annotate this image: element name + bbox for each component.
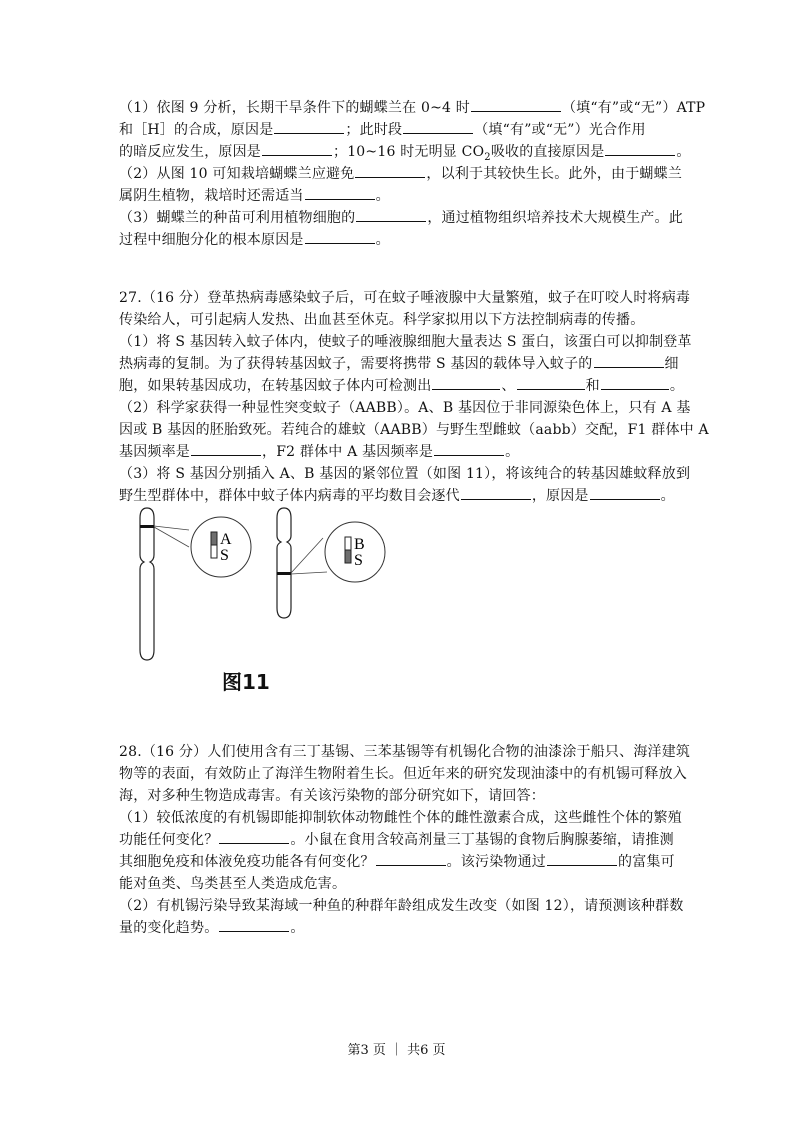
text: 和 — [585, 378, 600, 394]
text: 属阴生植物，栽培时还需适当 — [119, 188, 304, 204]
q26-part3-line2 — [119, 229, 679, 251]
text: ；10~16 时无明显 CO — [333, 144, 485, 160]
answer-blank[interactable] — [461, 485, 531, 500]
figure-11-caption: 图11 — [222, 670, 270, 694]
q27-part2-line2: 因或 B 基因的胚胎致死。若纯合的雄蚊（AABB）与野生型雌蚊（aabb）交配，F1 群体中 A — [119, 422, 709, 438]
right-gene-band — [277, 572, 291, 575]
text: ，原因是 — [531, 488, 589, 504]
answer-blank[interactable] — [547, 851, 617, 866]
q26-part1-line2 — [119, 119, 679, 141]
q27-part1-line2 — [119, 353, 679, 375]
text: 和［H］的合成，原因是 — [119, 122, 274, 138]
text: （填“有”或“无”）ATP — [561, 100, 706, 116]
answer-blank[interactable] — [605, 141, 675, 156]
q27-intro-line1: 27.（16 分）登革热病毒感染蚊子后，可在蚊子唾液腺中大量繁殖，蚊子在叮咬人时将病毒 — [119, 290, 691, 306]
answer-blank[interactable] — [594, 353, 664, 368]
q26-part3-line1 — [119, 207, 683, 229]
q27-part1-line1: （1）将 S 基因转入蚊子体内，使蚊子的唾液腺细胞大量表达 S 蛋白，该蛋白可以抑制登革 — [119, 334, 692, 350]
text: 、 — [501, 378, 516, 394]
gene-label-s: S — [220, 547, 229, 564]
q28-intro-line3: 海，对多种生物造成毒害。有关该污染物的部分研究如下，请回答： — [119, 788, 545, 804]
q28-part1-line3 — [119, 851, 679, 873]
text: （2）从图 10 可知栽培蝴蝶兰应避免 — [119, 166, 355, 182]
text: 。 — [669, 378, 685, 394]
text: 量的变化趋势。 — [119, 920, 219, 936]
q28-part2-line1: （2）有机锡污染导致某海域一种鱼的种群年龄组成发生改变（如图 12），请预测该种群数 — [119, 898, 684, 914]
gene-label-s: S — [354, 552, 363, 569]
q27-part2-line1: （2）科学家获得一种显性突变蚊子（AABB）。A、B 基因位于非同源染色体上，只有 A 基 — [119, 400, 691, 416]
answer-blank[interactable] — [305, 185, 375, 200]
q27-part3-line1: （3）将 S 基因分别插入 A、B 基因的紧邻位置（如图 11），将该纯合的转基因雄蚊释放到 — [119, 466, 691, 482]
text: 的暗反应发生，原因是 — [119, 144, 261, 160]
text: 。 — [290, 920, 305, 936]
text: （1）依图 9 分析，长期干旱条件下的蝴蝶兰在 0~4 时 — [119, 100, 470, 116]
text: 。该污染物通过 — [446, 854, 547, 870]
text: 胞，如果转基因成功，在转基因蚊子体内可检测出 — [119, 378, 432, 394]
text: ，F2 群体中 A 基因频率是 — [262, 444, 434, 460]
right-chromosome — [277, 508, 385, 618]
text: 热病毒的复制。为了获得转基因蚊子，需要将携带 S 基因的载体导入蚊子的 — [119, 356, 593, 372]
left-chromosome — [140, 508, 251, 660]
text: 野生型群体中，群体中蚊子体内病毒的平均数目会逐代 — [119, 488, 460, 504]
answer-blank[interactable] — [356, 207, 426, 222]
text: ；此时段 — [345, 122, 403, 138]
answer-blank[interactable] — [191, 441, 261, 456]
text: 。小鼠在食用含较高剂量三丁基锡的食物后胸腺萎缩，请推测 — [290, 832, 674, 848]
q26-part2-line2 — [119, 185, 679, 207]
q28-part1-line4: 能对鱼类、鸟类甚至人类造成危害。 — [119, 876, 347, 892]
text: 功能任何变化？ — [119, 832, 219, 848]
text: 细 — [664, 356, 679, 372]
text: 的富集可 — [618, 854, 675, 870]
gene-label-a: A — [220, 531, 232, 548]
answer-blank[interactable] — [590, 485, 660, 500]
text: 。 — [676, 144, 691, 160]
answer-blank[interactable] — [471, 97, 561, 112]
text: 。 — [660, 488, 675, 504]
text: 其细胞免疫和体液免疫功能各有何变化？ — [119, 854, 375, 870]
q28-intro-line2: 物等的表面，有效防止了海洋生物附着生长。但近年来的研究发现油漆中的有机锡可释放入 — [119, 766, 687, 782]
answer-blank[interactable] — [432, 375, 500, 390]
subscript: 2 — [484, 151, 491, 163]
q27-intro-line2: 传染给人，可引起病人发热、出血甚至休克。科学家拟用以下方法控制病毒的传播。 — [119, 312, 645, 328]
q26-part1-line1 — [119, 97, 706, 119]
answer-blank[interactable] — [262, 141, 332, 156]
answer-blank[interactable] — [274, 119, 344, 134]
q28-part1-line2 — [119, 829, 679, 851]
answer-blank[interactable] — [601, 375, 669, 390]
left-gene-band — [140, 525, 154, 528]
q26-part2-line1 — [119, 163, 683, 185]
answer-blank[interactable] — [305, 229, 375, 244]
text: （3）蝴蝶兰的种苗可利用植物细胞的 — [119, 210, 356, 226]
answer-blank[interactable] — [219, 917, 289, 932]
answer-blank[interactable] — [403, 119, 473, 134]
answer-blank[interactable] — [434, 441, 504, 456]
text: （填“有”或“无”）光合作用 — [474, 122, 646, 138]
text: 。 — [375, 232, 390, 248]
page-footer: 第3 页 ｜ 共6 页 — [347, 1043, 446, 1058]
q28-part1-line1: （1）较低浓度的有机锡即能抑制软体动物雌性个体的雌性激素合成，这些雌性个体的繁殖 — [119, 810, 682, 826]
q27-part2-line3 — [119, 441, 679, 463]
text: 过程中细胞分化的根本原因是 — [119, 232, 304, 248]
text: 。 — [505, 444, 520, 460]
answer-blank[interactable] — [517, 375, 585, 390]
q28-intro-line1: 28.（16 分）人们使用含有三丁基锡、三苯基锡等有机锡化合物的油漆涂于船只、海洋建筑 — [119, 744, 691, 760]
text: ，通过植物组织培养技术大规模生产。此 — [427, 210, 683, 226]
text: 吸收的直接原因是 — [490, 144, 605, 160]
text: 。 — [375, 188, 390, 204]
q28-part2-line2 — [119, 917, 679, 939]
q27-part1-line3 — [119, 375, 685, 397]
text: 基因频率是 — [119, 444, 190, 460]
answer-blank[interactable] — [219, 829, 289, 844]
answer-blank[interactable] — [355, 163, 425, 178]
gene-label-b: B — [354, 536, 365, 553]
text: ，以利于其较快生长。此外，由于蝴蝶兰 — [426, 166, 683, 182]
answer-blank[interactable] — [376, 851, 446, 866]
